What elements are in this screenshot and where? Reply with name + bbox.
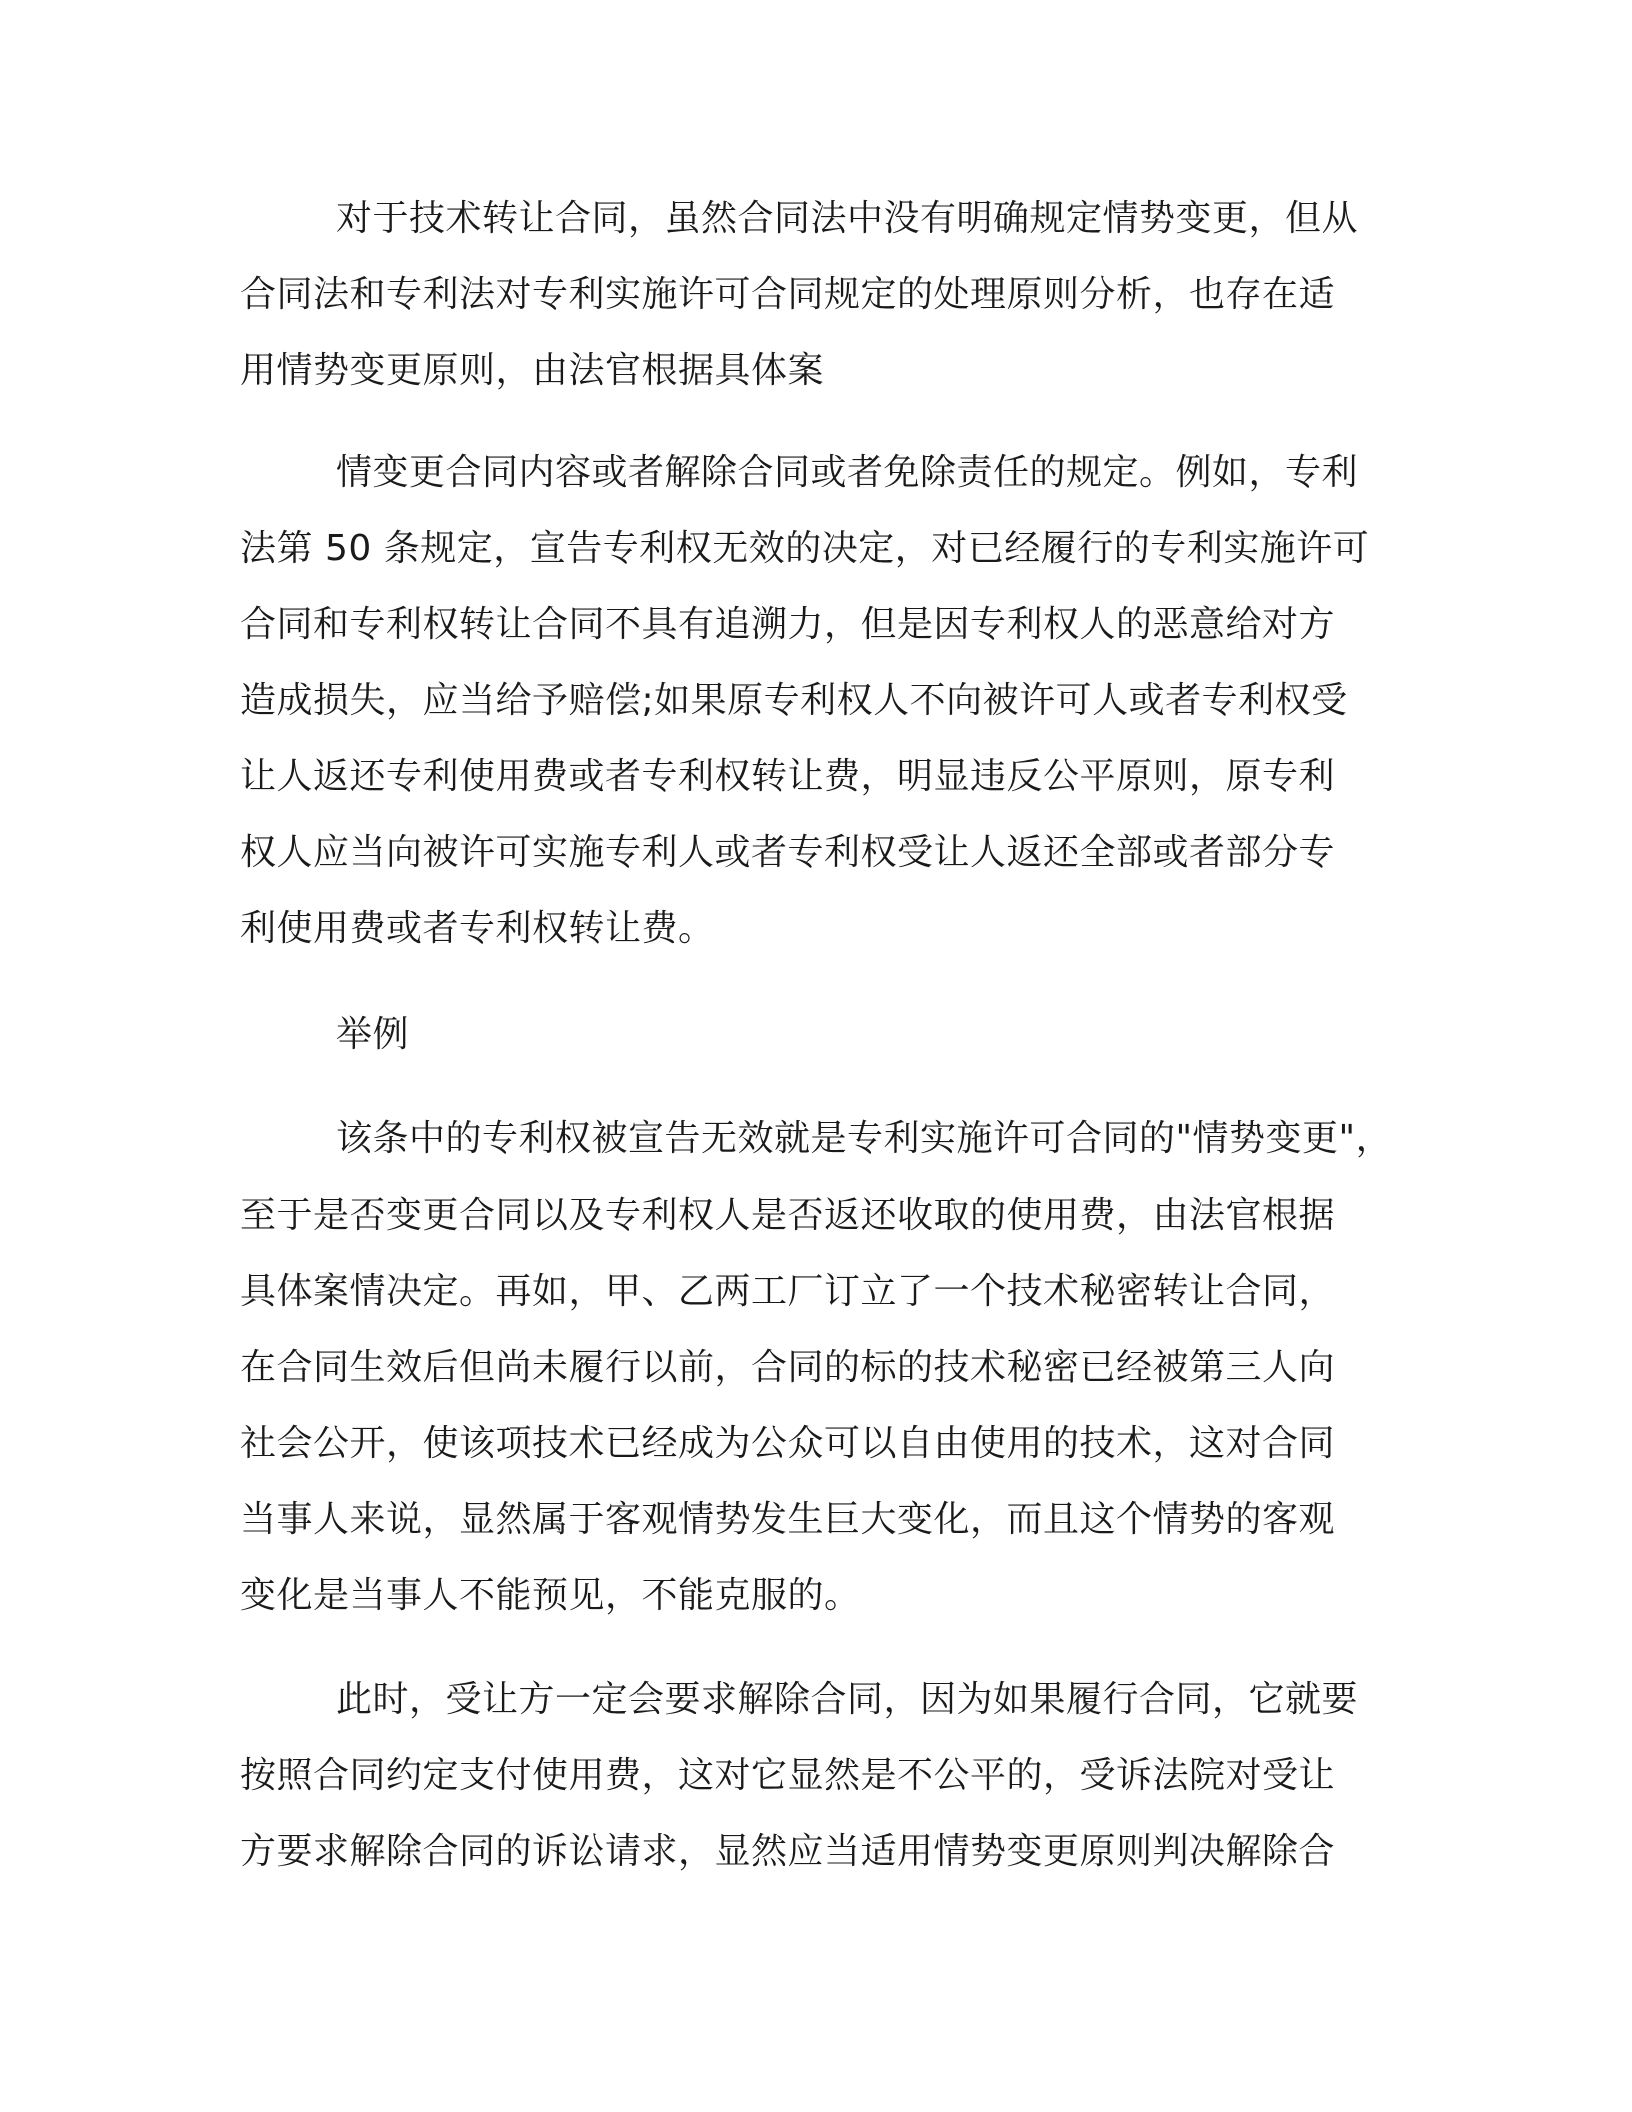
paragraph-4-line-2: 至于是否变更合同以及专利权人是否返还收取的使用费，由法官根据 <box>240 1195 1336 1236</box>
paragraph-2-line-1: 情变更合同内容或者解除合同或者免除责任的规定。例如，专利 <box>336 452 1359 493</box>
paragraph-1-line-1: 对于技术转让合同，虽然合同法中没有明确规定情势变更，但从 <box>336 198 1359 239</box>
paragraph-4-line-3: 具体案情决定。再如，甲、乙两工厂订立了一个技术秘密转让合同， <box>240 1271 1336 1312</box>
paragraph-4-line-1: 该条中的专利权被宣告无效就是专利实施许可合同的"情势变更"， <box>336 1118 1393 1159</box>
paragraph-4-line-7: 变化是当事人不能预见，不能克服的。 <box>240 1575 861 1616</box>
paragraph-2-line-5: 让人返还专利使用费或者专利权转让费，明显违反公平原则，原专利 <box>240 756 1336 797</box>
paragraph-1-line-2: 合同法和专利法对专利实施许可合同规定的处理原则分析，也存在适 <box>240 274 1336 315</box>
paragraph-1-line-3: 用情势变更原则，由法官根据具体案 <box>240 350 825 391</box>
paragraph-2-line-4: 造成损失，应当给予赔偿;如果原专利权人不向被许可人或者专利权受 <box>240 680 1348 721</box>
paragraph-5-line-2: 按照合同约定支付使用费，这对它显然是不公平的，受诉法院对受让 <box>240 1755 1336 1796</box>
paragraph-2-line-7: 利使用费或者专利权转让费。 <box>240 908 715 949</box>
paragraph-4-line-6: 当事人来说，显然属于客观情势发生巨大变化，而且这个情势的客观 <box>240 1499 1336 1540</box>
paragraph-3-line-1: 举例 <box>336 1014 410 1055</box>
paragraph-2-line-3: 合同和专利权转让合同不具有追溯力，但是因专利权人的恶意给对方 <box>240 604 1336 645</box>
paragraph-5-line-1: 此时，受让方一定会要求解除合同，因为如果履行合同，它就要 <box>336 1679 1359 1720</box>
paragraph-2-line-2: 法第 50 条规定，宣告专利权无效的决定，对已经履行的专利实施许可 <box>240 528 1370 569</box>
paragraph-4-line-4: 在合同生效后但尚未履行以前，合同的标的技术秘密已经被第三人向 <box>240 1347 1336 1388</box>
paragraph-2-line-6: 权人应当向被许可实施专利人或者专利权受让人返还全部或者部分专 <box>240 832 1336 873</box>
paragraph-4-line-5: 社会公开，使该项技术已经成为公众可以自由使用的技术，这对合同 <box>240 1423 1336 1464</box>
paragraph-5-line-3: 方要求解除合同的诉讼请求，显然应当适用情势变更原则判决解除合 <box>240 1831 1336 1872</box>
